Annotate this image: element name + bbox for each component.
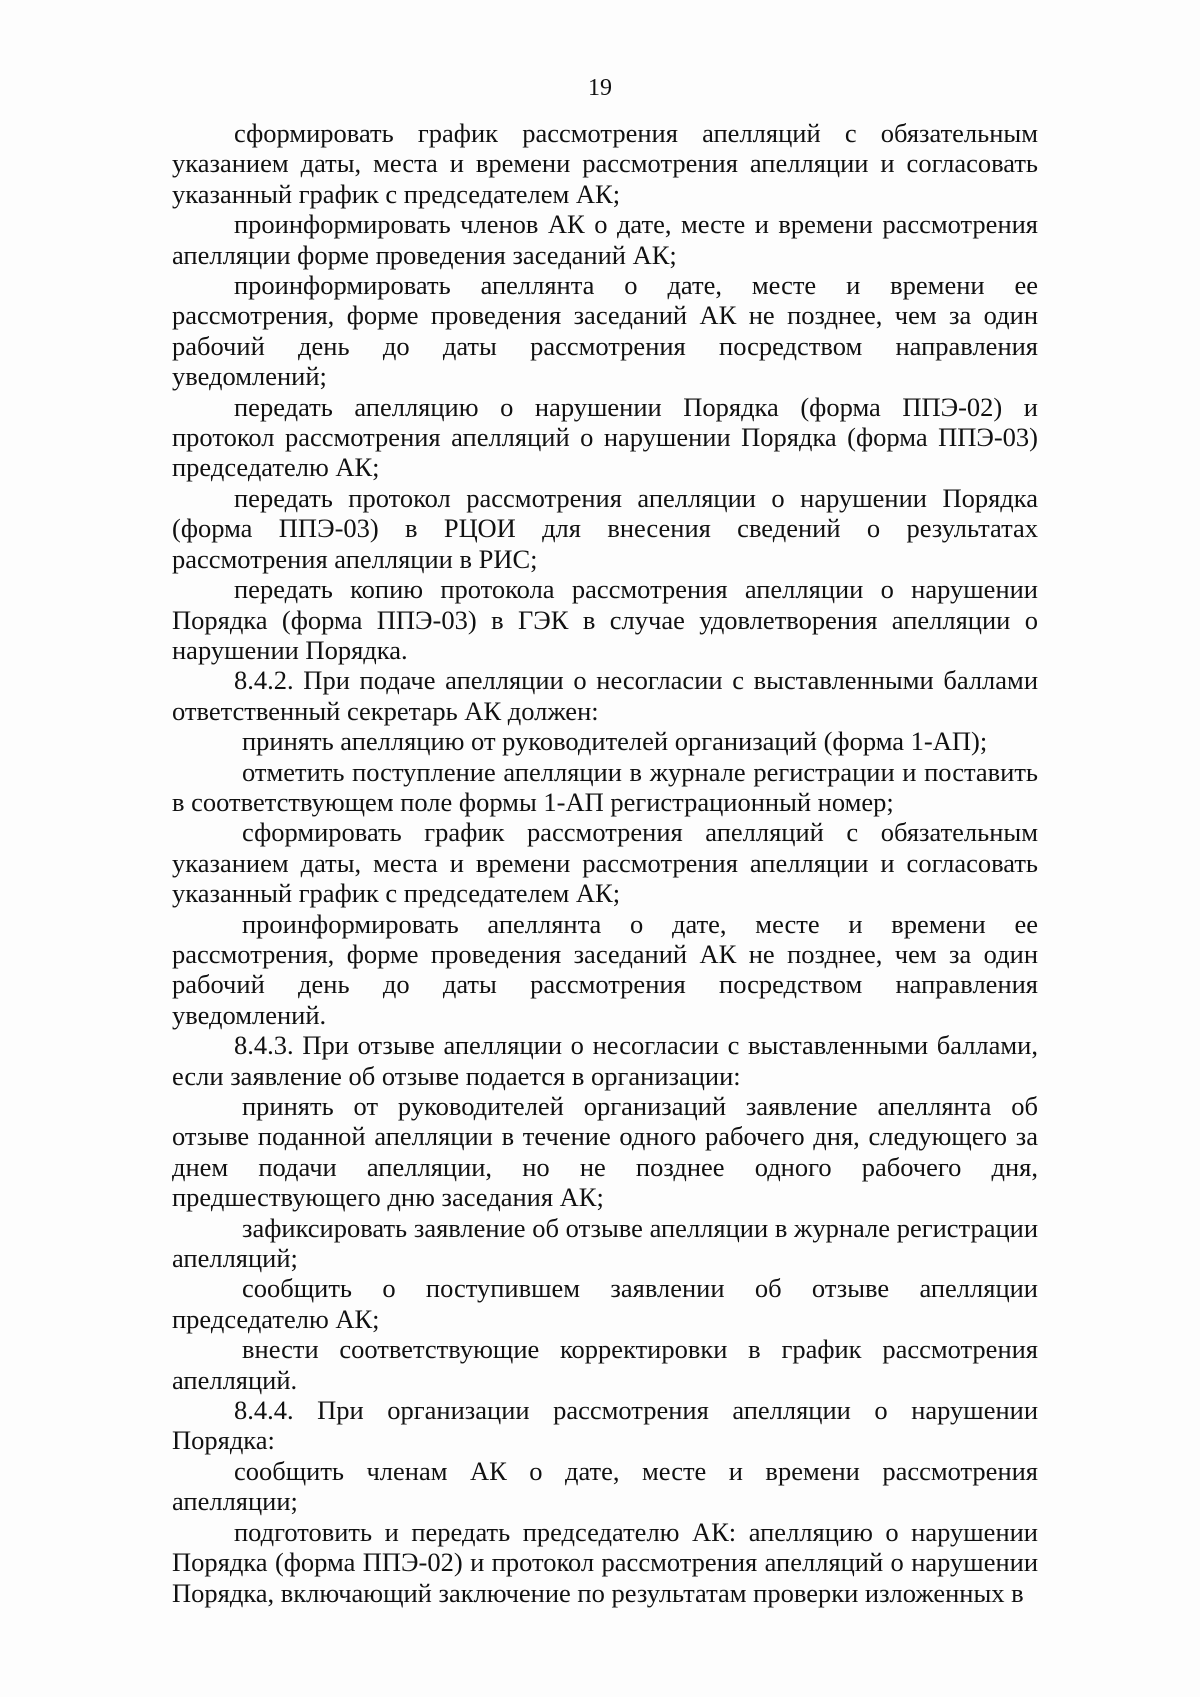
paragraph-inform-appellant: проинформировать апеллянта о дате, месте и времени ее рассмотрения, форме проведения заседаний АК не позднее, чем за один рабочий день до даты рассмотрения посредством направления уведомлений; xyxy=(172,270,1038,392)
paragraph-prepare-transfer: подготовить и передать председателю АК: апелляцию о нарушении Порядка (форма ППЭ-02) и протокол рассмотрения апелляций о нарушении Порядка, включающий заключение по результатам проверки изложенных в xyxy=(172,1516,1038,1608)
paragraph-transfer-protocol-rcoi: передать протокол рассмотрения апелляции о нарушении Порядка (форма ППЭ-03) в РЦОИ для внесения сведений о результатах рассмотрения апелляции в РИС; xyxy=(172,482,1038,574)
paragraph-accept-appeal: принять апелляцию от руководителей организаций (форма 1-АП); xyxy=(242,726,988,757)
section-8-4-3: 8.4.3. При отзыве апелляции о несогласии с выставленными баллами, если заявление об отзыве подается в организации: xyxy=(172,1030,1038,1091)
paragraph-inform-members: проинформировать членов АК о дате, месте и времени рассмотрения апелляции форме проведения заседаний АК; xyxy=(172,209,1038,270)
page-number: 19 xyxy=(588,75,612,101)
paragraph-transfer-copy-gek: передать копию протокола рассмотрения апелляции о нарушении Порядка (форма ППЭ-03) в ГЭК в случае удовлетворения апелляции о нарушении Порядка. xyxy=(172,574,1038,665)
paragraph-notify-members: сообщить членам АК о дате, месте и времени рассмотрения апелляции; xyxy=(172,1455,1038,1517)
paragraph-notify-chairman: сообщить о поступившем заявлении об отзыве апелляции председателю АК; xyxy=(172,1273,1038,1334)
paragraph-accept-withdrawal: принять от руководителей организаций заявление апеллянта об отзыве поданной апелляции в течение одного рабочего дня, следующего за днем подачи апелляции, но не позднее одного рабочего дня, предшествующего дню заседания АК; xyxy=(172,1091,1038,1213)
section-8-4-4: 8.4.4. При организации рассмотрения апелляции о нарушении Порядка: xyxy=(172,1395,1038,1456)
paragraph-adjust-schedule: внести соответствующие корректировки в график рассмотрения апелляций. xyxy=(172,1334,1038,1395)
paragraph-schedule-appeals: сформировать график рассмотрения апелляций с обязательным указанием даты, места и времени рассмотрения апелляции и согласовать указанный график с председателем АК; xyxy=(172,118,1038,209)
document-body xyxy=(172,118,1038,1608)
section-8-4-2: 8.4.2. При подаче апелляции о несогласии с выставленными баллами ответственный секретарь АК должен: xyxy=(172,665,1038,726)
paragraph-schedule-appeals-2: сформировать график рассмотрения апелляций с обязательным указанием даты, места и времени рассмотрения апелляции и согласовать указанный график с председателем АК; xyxy=(172,817,1038,909)
paragraph-record-withdrawal: зафиксировать заявление об отзыве апелляции в журнале регистрации апелляций; xyxy=(172,1212,1038,1274)
paragraph-inform-appellant-2: проинформировать апеллянта о дате, месте и времени ее рассмотрения, форме проведения заседаний АК не позднее, чем за один рабочий день до даты рассмотрения посредством направления уведомлений. xyxy=(172,908,1038,1030)
paragraph-transfer-appeal: передать апелляцию о нарушении Порядка (форма ППЭ-02) и протокол рассмотрения апелляций о нарушении Порядка (форма ППЭ-03) председателю АК; xyxy=(172,391,1038,483)
paragraph-register-appeal: отметить поступление апелляции в журнале регистрации и поставить в соответствующем поле формы 1-АП регистрационный номер; xyxy=(172,756,1038,817)
